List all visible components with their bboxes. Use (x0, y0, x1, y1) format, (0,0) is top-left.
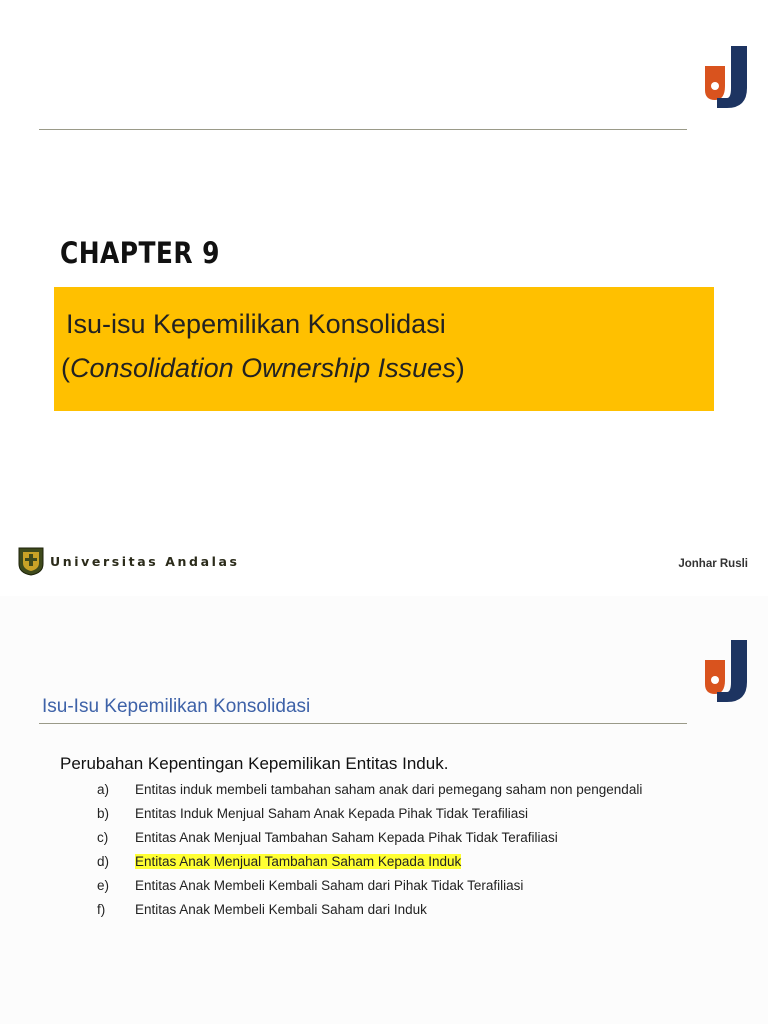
author-name: Jonhar Rusli (678, 558, 748, 570)
list-item-text: Entitas Induk Menjual Saham Anak Kepada Pihak Tidak Terafiliasi (135, 806, 528, 821)
slide-title: Isu-Isu Kepemilikan Konsolidasi (42, 696, 311, 717)
ownership-change-list (97, 782, 657, 926)
list-item-text: Entitas Anak Membeli Kembali Saham dari Induk (135, 902, 427, 917)
list-item-label: a) (97, 782, 110, 797)
university-crest-icon (18, 546, 44, 576)
chapter-label: CHAPTER 9 (60, 236, 220, 270)
uj-logo-icon (703, 640, 749, 702)
list-item (97, 782, 657, 798)
list-item (97, 806, 657, 822)
university-name: Universitas Andalas (50, 553, 240, 569)
highlighted-text: Entitas Anak Menjual Tambahan Saham Kepada Induk (135, 854, 462, 869)
list-item-text: Entitas induk membeli tambahan saham anak dari pemegang saham non pengendali (135, 782, 643, 797)
title-indonesian: Isu-isu Kepemilikan Konsolidasi (66, 309, 446, 339)
slide-content (0, 596, 768, 1024)
list-item-highlighted (97, 854, 657, 870)
title-english-italic: Consolidation Ownership Issues (70, 353, 456, 383)
list-item-text: Entitas Anak Menjual Tambahan Saham Kepada Pihak Tidak Terafiliasi (135, 830, 558, 845)
list-item (97, 902, 657, 918)
section-heading: Perubahan Kepentingan Kepemilikan Entitas Induk. (60, 754, 449, 773)
title-english: (Consolidation Ownership Issues) (61, 353, 465, 383)
list-item-label: d) (97, 854, 110, 869)
list-item-label: e) (97, 878, 110, 893)
list-item-label: f) (97, 902, 106, 917)
list-item-label: b) (97, 806, 110, 821)
uj-logo-icon (703, 46, 749, 108)
list-item-label: c) (97, 830, 109, 845)
list-item (97, 878, 657, 894)
list-item (97, 830, 657, 846)
title-box (54, 287, 714, 411)
header-divider (39, 129, 687, 130)
title-divider (39, 723, 687, 724)
footer-university (18, 546, 240, 576)
list-item-text: Entitas Anak Membeli Kembali Saham dari Pihak Tidak Terafiliasi (135, 878, 524, 893)
